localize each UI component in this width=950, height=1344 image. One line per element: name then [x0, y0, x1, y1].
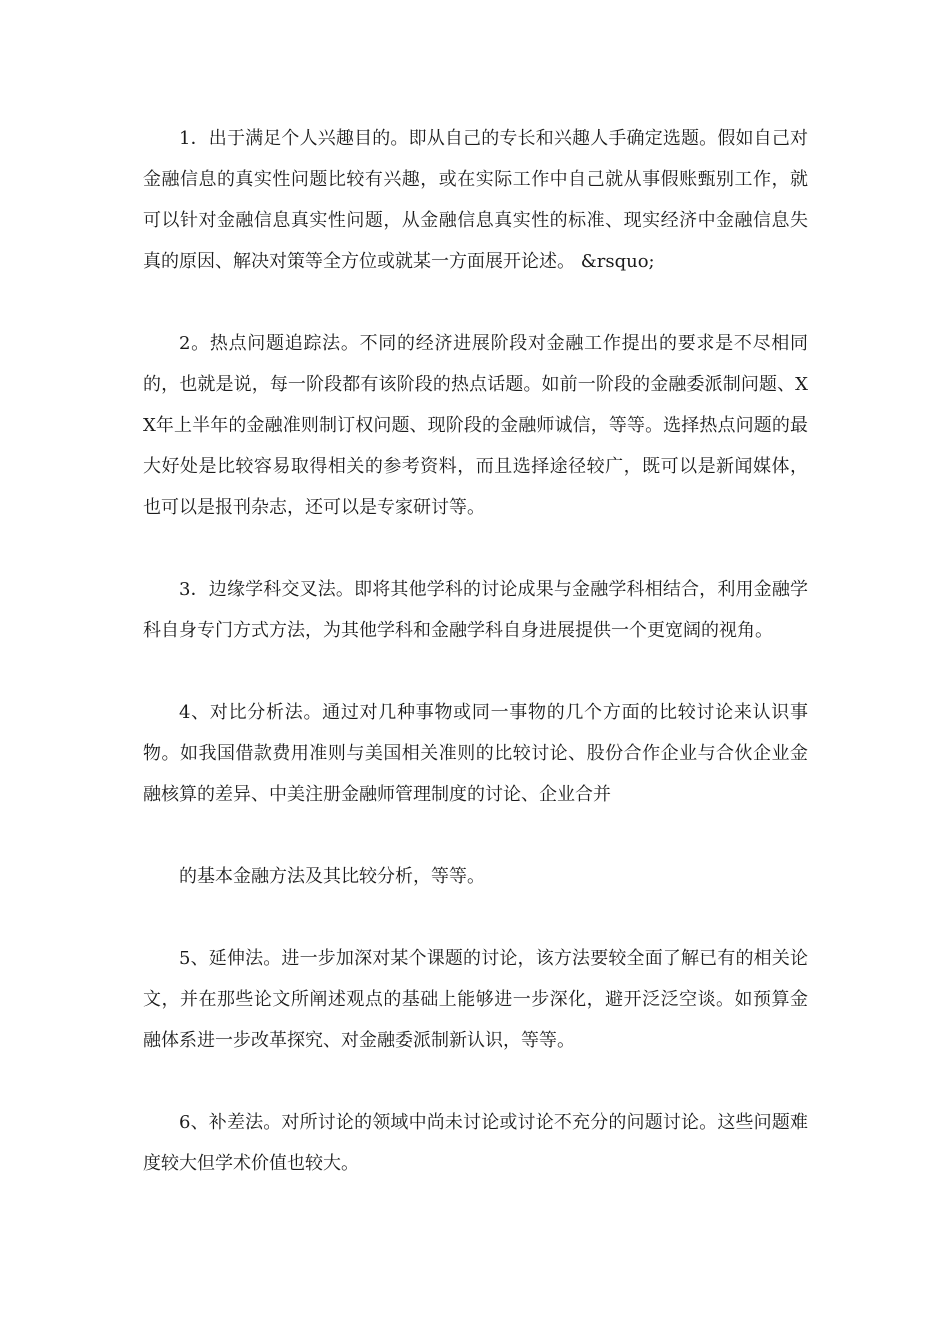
paragraph-1: 1．出于满足个人兴趣目的。即从自己的专长和兴趣人手确定选题。假如自己对金融信息的真实性问题比较有兴趣，或在实际工作中自己就从事假账甄别工作，就可以针对金融信息真实性问题，从金融信息真实性的标准、现实经济中金融信息失真的原因、解决对策等全方位或就某一方面展开论述。 &rsquo; — [143, 128, 808, 272]
document-page — [143, 118, 808, 1184]
paragraph-4-continued: 的基本金融方法及其比较分析，等等。 — [179, 866, 485, 887]
paragraph-2: 2。热点问题追踪法。不同的经济进展阶段对金融工作提出的要求是不尽相同的，也就是说，每一阶段都有该阶段的热点话题。如前一阶段的金融委派制问题、XX年上半年的金融准则制订权问题、现阶段的金融师诚信，等等。选择热点问题的最大好处是比较容易取得相关的参考资料，而且选择途径较广，既可以是新闻媒体，也可以是报刊杂志，还可以是专家研讨等。 — [143, 333, 808, 518]
paragraph-spacer — [143, 282, 808, 323]
paragraph-spacer — [143, 1061, 808, 1102]
paragraph-6: 6、补差法。对所讨论的领域中尚未讨论或讨论不充分的问题讨论。这些问题难度较大但学术价值也较大。 — [143, 1112, 808, 1174]
paragraph-spacer — [143, 528, 808, 569]
paragraph-3: 3．边缘学科交叉法。即将其他学科的讨论成果与金融学科相结合，利用金融学科自身专门方式方法，为其他学科和金融学科自身进展提供一个更宽阔的视角。 — [143, 579, 808, 641]
paragraph-4: 4、对比分析法。通过对几种事物或同一事物的几个方面的比较讨论来认识事物。如我国借款费用准则与美国相关准则的比较讨论、股份合作企业与合伙企业金融核算的差异、中美注册金融师管理制度的讨论、企业合并 — [143, 702, 808, 805]
paragraph-spacer — [143, 651, 808, 692]
paragraph-spacer — [143, 897, 808, 938]
paragraph-5: 5、延伸法。进一步加深对某个课题的讨论，该方法要较全面了解已有的相关论文，并在那些论文所阐述观点的基础上能够进一步深化，避开泛泛空谈。如预算金融体系进一步改革探究、对金融委派制新认识，等等。 — [143, 948, 808, 1051]
paragraph-spacer — [143, 815, 808, 856]
